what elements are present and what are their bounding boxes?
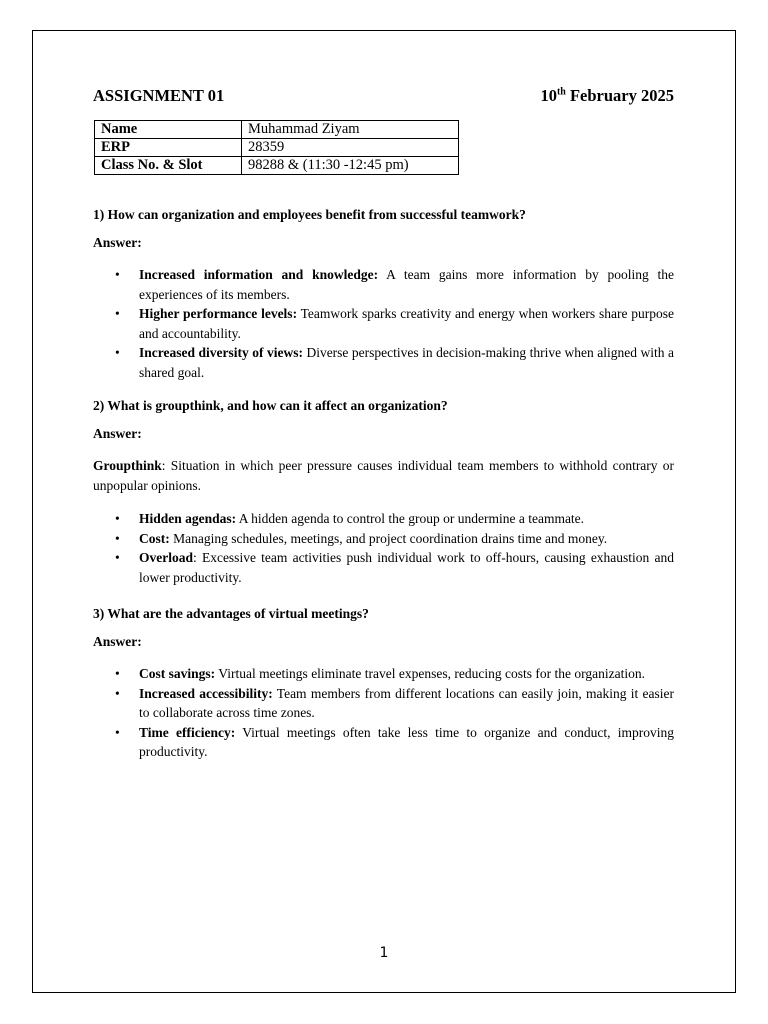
question-3: 3) What are the advantages of virtual meetings? (93, 606, 369, 621)
bullet-text: A hidden agenda to control the group or undermine a teammate. (236, 511, 585, 526)
definition-term: Groupthink (93, 458, 162, 473)
list-item (93, 529, 674, 549)
q1-bullet-list (93, 265, 674, 382)
bullet-text: Virtual meetings eliminate travel expenses, reducing costs for the organization. (215, 666, 645, 681)
info-key: Name (95, 121, 242, 139)
groupthink-definition (93, 456, 674, 495)
info-value: Muhammad Ziyam (242, 121, 459, 139)
answer-label: Answer: (93, 634, 142, 649)
bullet-term: Increased diversity of views: (139, 345, 303, 360)
bullet-icon: • (115, 267, 120, 282)
table-row (95, 121, 459, 139)
info-value: 98288 & (11:30 -12:45 pm) (242, 157, 459, 175)
date-rest: February 2025 (565, 86, 674, 105)
bullet-term: Increased information and knowledge: (139, 267, 379, 282)
bullet-icon: • (115, 550, 120, 565)
question-2: 2) What is groupthink, and how can it affect an organization? (93, 398, 448, 413)
page-number: 1 (379, 945, 389, 961)
bullet-term: Time efficiency: (139, 724, 236, 740)
info-value: 28359 (242, 139, 459, 157)
list-item (93, 664, 674, 684)
bullet-text: Teamwork sparks creativity and energy when workers share purpose and accountability. (139, 306, 674, 341)
answer-label: Answer: (93, 235, 142, 250)
document-body (93, 86, 674, 762)
bullet-text: Managing schedules, meetings, and project coordination drains time and money. (169, 530, 608, 546)
document-header (93, 86, 674, 110)
date-suffix: th (556, 86, 566, 98)
bullet-term: Higher performance levels: (139, 306, 298, 321)
q2-bullet-list (93, 509, 674, 587)
bullet-icon: • (115, 530, 120, 546)
bullet-icon: • (115, 511, 120, 526)
bullet-icon: • (115, 685, 120, 701)
list-item (93, 343, 674, 382)
definition-text: : Situation in which peer pressure causes individual team members to withhold contrary or unpopular opinions. (93, 458, 674, 493)
bullet-term: Cost: (139, 530, 170, 546)
bullet-icon: • (115, 724, 120, 740)
bullet-term: Increased accessibility: (139, 685, 273, 701)
bullet-text: : Excessive team activities push individual work to off-hours, causing exhaustion and lower productivity. (139, 550, 674, 585)
bullet-icon: • (115, 306, 120, 321)
list-item (93, 723, 674, 762)
assignment-title: ASSIGNMENT 01 (93, 86, 225, 105)
info-key: ERP (95, 139, 242, 157)
bullet-icon: • (115, 666, 120, 681)
list-item (93, 509, 674, 529)
list-item (93, 265, 674, 304)
q3-bullet-list (93, 664, 674, 762)
bullet-term: Overload (139, 550, 193, 565)
bullet-text: A team gains more information by pooling the experiences of its members. (139, 267, 674, 302)
bullet-term: Cost savings: (139, 666, 216, 681)
bullet-icon: • (115, 345, 120, 360)
list-item (93, 684, 674, 723)
table-row (95, 139, 459, 157)
assignment-date (540, 86, 674, 106)
list-item (93, 548, 674, 587)
student-info-table (94, 120, 459, 175)
answer-label: Answer: (93, 426, 142, 441)
question-1: 1) How can organization and employees benefit from successful teamwork? (93, 207, 526, 222)
bullet-text: Diverse perspectives in decision-making thrive when aligned with a shared goal. (139, 345, 674, 380)
date-day: 10 (540, 86, 557, 105)
bullet-term: Hidden agendas: (139, 511, 237, 526)
list-item (93, 304, 674, 343)
bullet-text: Virtual meetings often take less time to organize and conduct, improving productivity. (139, 724, 674, 759)
table-row (95, 157, 459, 175)
info-key: Class No. & Slot (95, 157, 242, 175)
bullet-text: Team members from different locations can easily join, making it easier to collaborate across time zones. (139, 685, 674, 720)
